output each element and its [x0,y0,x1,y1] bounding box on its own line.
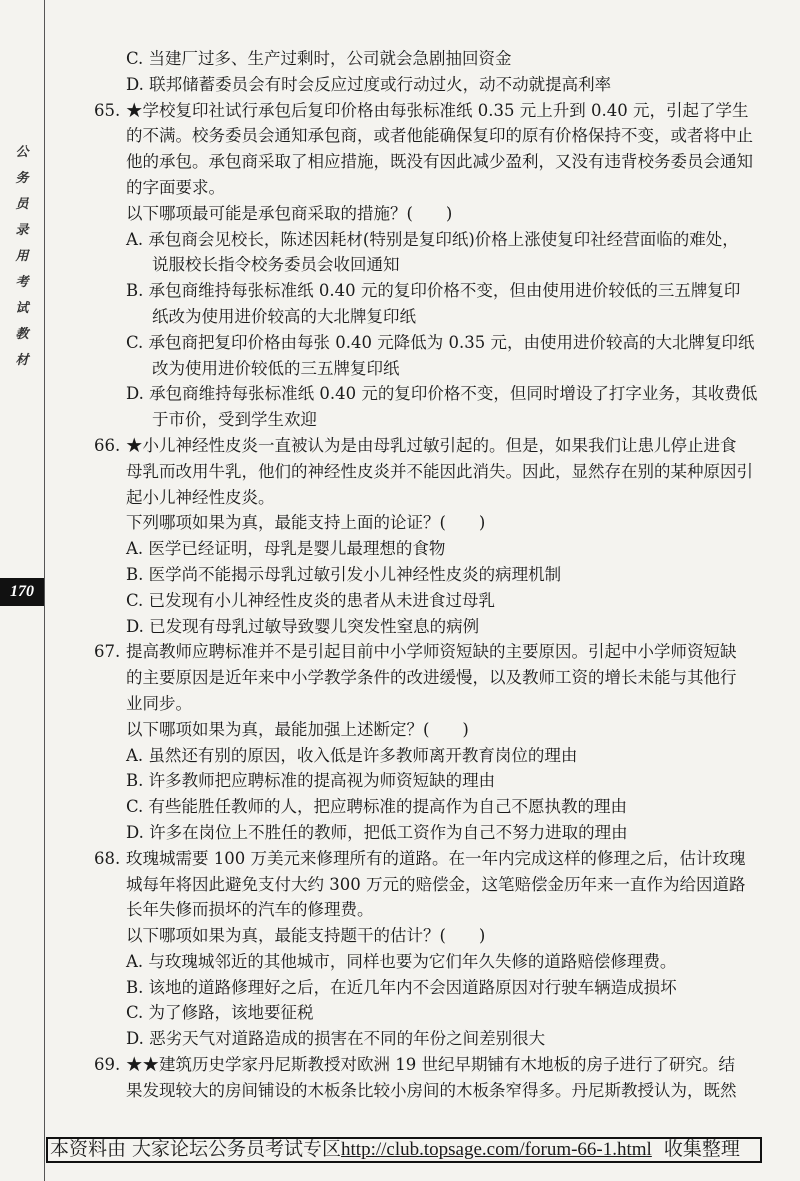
line-text: 母乳而改用牛乳，他们的神经性皮炎并不能因此消失。因此，显然存在别的某种原因引 [126,461,753,481]
text-line [94,717,766,743]
side-title-char: 录 [15,223,29,238]
option-line [94,381,766,407]
side-title-char: 公 [15,145,29,160]
option-line [94,356,766,382]
line-text: 的主要原因是近年来中小学教学条件的改进缓慢，以及教师工资的增长未能与其他行 [126,668,737,688]
question-number: 66. [94,435,121,455]
side-title-char: 考 [15,275,29,290]
line-text: 以下哪项如果为真，最能加强上述断定？( ) [126,719,469,739]
question-number: 69. [94,1055,121,1075]
line-text: ★小儿神经性皮炎一直被认为是由母乳过敏引起的。但是，如果我们让患儿停止进食 [126,435,737,455]
option-line [94,407,766,433]
option-line [94,562,766,588]
line-text: B. 该地的道路修理好之后，在近几年内不会因道路原因对行驶车辆造成损坏 [126,977,677,997]
question-line [94,1052,766,1078]
line-text: 他的承包。承包商采取了相应措施，既没有因此减少盈利，又没有违背校务委员会通知 [126,152,753,172]
text-line [94,175,766,201]
line-text: D. 许多在岗位上不胜任的教师，把低工资作为自己不努力进取的理由 [126,822,628,842]
line-text: A. 与玫瑰城邻近的其他城市，同样也要为它们年久失修的道路赔偿修理费。 [126,951,677,971]
side-title-char: 用 [15,249,29,264]
page-number: 170 [0,578,44,606]
line-text: 长年失修而损坏的汽车的修理费。 [126,900,374,920]
line-text: 城每年将因此避免支付大约 300 万元的赔偿金，这笔赔偿金历年来一直作为给因道路 [126,874,746,894]
option-line [94,227,766,253]
question-line [94,98,766,124]
option-line [94,820,766,846]
option-line [94,949,766,975]
option-line [94,588,766,614]
line-text: 以下哪项如果为真，最能支持题干的估计？( ) [126,926,486,946]
line-text: ★★建筑历史学家丹尼斯教授对欧洲 19 世纪早期铺有木地板的房子进行了研究。结 [126,1055,735,1075]
line-text: A. 医学已经证明，母乳是婴儿最理想的食物 [126,539,446,559]
line-text: B. 许多教师把应聘标准的提高视为师资短缺的理由 [126,771,496,791]
option-line [94,72,766,98]
option-line [94,794,766,820]
question-number: 67. [94,642,121,662]
text-line [94,459,766,485]
text-line [94,485,766,511]
side-title-char: 务 [15,171,29,186]
side-title-char: 教 [15,327,29,342]
line-text: A. 承包商会见校长，陈述因耗材(特别是复印纸)价格上涨使复印社经营面临的难处， [126,229,739,249]
option-line [94,252,766,278]
option-line [94,304,766,330]
text-line [94,201,766,227]
footer-banner [46,1137,762,1163]
option-line [94,743,766,769]
line-text: C. 当建厂过多、生产过剩时，公司就会急剧抽回资金 [126,49,512,68]
text-line [94,872,766,898]
line-text: 果发现较大的房间铺设的木板条比较小房间的木板条窄得多。丹尼斯教授认为，既然 [126,1080,737,1100]
line-text: 玫瑰城需要 100 万美元来修理所有的道路。在一年内完成这样的修理之后，估计玫瑰 [126,848,746,868]
text-line [94,1078,766,1104]
footer-prefix: 本资料由 [50,1139,127,1160]
line-text: D. 已发现有母乳过敏导致婴儿突发性窒息的病例 [126,616,480,636]
option-line [94,536,766,562]
option-line [94,278,766,304]
option-line [94,1000,766,1026]
line-text: 的不满。校务委员会通知承包商，或者他能确保复印的原有价格保持不变，或者将中止 [126,126,753,146]
text-line [94,923,766,949]
text-line [94,691,766,717]
text-line [94,123,766,149]
line-text: B. 医学尚不能揭示母乳过敏引发小儿神经性皮炎的病理机制 [126,564,562,584]
footer-suffix: 收集整理 [663,1139,740,1160]
line-text: D. 联邦储蓄委员会有时会反应过度或行动过火，动不动就提高利率 [126,74,612,94]
text-line [94,665,766,691]
side-title-char: 试 [15,301,29,316]
line-text: 改为使用进价较低的三五牌复印纸 [152,358,400,378]
option-line [94,614,766,640]
question-number: 65. [94,100,121,120]
line-text: A. 虽然还有别的原因，收入低是许多教师离开教育岗位的理由 [126,745,578,765]
option-line [94,975,766,1001]
line-text: B. 承包商维持每张标准纸 0.40 元的复印价格不变，但由使用进价较低的三五牌复印 [126,281,741,301]
line-text: 说服校长指令校务委员会收回通知 [152,255,400,275]
footer-url[interactable]: http://club.topsage.com/forum-66-1.html [341,1139,652,1160]
text-line [94,149,766,175]
line-text: 的字面要求。 [126,177,225,197]
option-line [94,1026,766,1052]
question-line [94,433,766,459]
side-title-char: 材 [15,353,29,368]
line-text: 业同步。 [126,693,192,713]
question-body [94,46,766,1104]
option-line [94,330,766,356]
line-text: 下列哪项如果为真，最能支持上面的论证？( ) [126,513,486,533]
line-text: ★学校复印社试行承包后复印价格由每张标准纸 0.35 元上升到 0.40 元，引起了学生 [126,100,749,120]
question-number: 68. [94,848,121,868]
line-text: D. 恶劣天气对道路造成的损害在不同的年份之间差别很大 [126,1029,546,1049]
text-line [94,510,766,536]
side-title-char: 员 [15,197,29,212]
line-text: C. 为了修路，该地要征税 [126,1003,314,1023]
line-text: 于市价，受到学生欢迎 [152,410,317,430]
line-text: 纸改为使用进价较高的大北牌复印纸 [152,306,416,326]
side-title [6,140,38,374]
option-line [94,46,766,72]
option-line [94,768,766,794]
question-line [94,639,766,665]
line-text: C. 已发现有小儿神经性皮炎的患者从未进食过母乳 [126,590,496,610]
margin-rule [44,0,45,1181]
line-text: 以下哪项最可能是承包商采取的措施？( ) [126,203,453,223]
text-line [94,897,766,923]
line-text: C. 承包商把复印价格由每张 0.40 元降低为 0.35 元，由使用进价较高的大北牌复印纸 [126,332,755,352]
line-text: 起小儿神经性皮炎。 [126,487,275,507]
line-text: C. 有些能胜任教师的人，把应聘标准的提高作为自己不愿执教的理由 [126,797,628,817]
line-text: 提高教师应聘标准并不是引起目前中小学师资短缺的主要原因。引起中小学师资短缺 [126,642,737,662]
line-text: D. 承包商维持每张标准纸 0.40 元的复印价格不变，但同时增设了打字业务，其收费低 [126,384,758,404]
question-line [94,846,766,872]
footer-forum: 大家论坛公务员考试专区 [132,1139,342,1160]
